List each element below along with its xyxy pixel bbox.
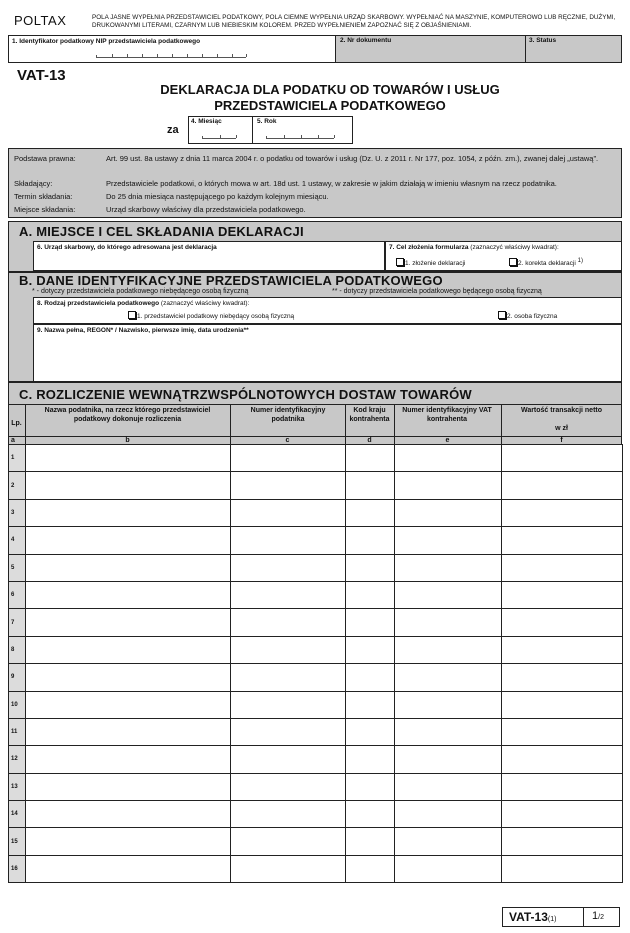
cell-net-value[interactable] xyxy=(502,664,623,691)
col-header-f-unit: w zł xyxy=(555,425,568,432)
representative-type-field xyxy=(33,297,622,324)
row-number: 3 xyxy=(9,499,26,526)
cell-vat-id[interactable] xyxy=(395,773,502,800)
cell-name[interactable] xyxy=(26,664,231,691)
purpose-label xyxy=(389,244,559,252)
cell-vat-id[interactable] xyxy=(395,691,502,718)
representative-type-label-text: 8. Rodzaj przedstawiciela podatkowego xyxy=(37,300,160,307)
month-field[interactable] xyxy=(188,116,253,144)
cell-name[interactable] xyxy=(26,746,231,773)
table-row xyxy=(9,554,623,581)
cell-country-code[interactable] xyxy=(346,636,395,663)
representative-option-1[interactable] xyxy=(128,311,294,320)
cell-taxpayer-id[interactable] xyxy=(231,554,346,581)
footer-divider xyxy=(583,907,584,927)
deadline-text: Do 25 dnia miesiąca następującego po każdym kolejnym miesiącu. xyxy=(106,192,329,201)
cell-vat-id[interactable] xyxy=(395,855,502,882)
table-row xyxy=(9,609,623,636)
cell-net-value[interactable] xyxy=(502,609,623,636)
cell-vat-id[interactable] xyxy=(395,499,502,526)
cell-taxpayer-id[interactable] xyxy=(231,499,346,526)
full-name-label: 9. Nazwa pełna, REGON* / Nazwisko, pierwsze imię, data urodzenia** xyxy=(37,327,249,334)
full-name-field[interactable] xyxy=(33,324,622,382)
year-label: 5. Rok xyxy=(257,118,277,125)
section-a-title: A. MIEJSCE I CEL SKŁADANIA DEKLARACJI xyxy=(19,224,304,239)
cell-country-code[interactable] xyxy=(346,499,395,526)
cell-net-value[interactable] xyxy=(502,718,623,745)
cell-taxpayer-id[interactable] xyxy=(231,445,346,472)
col-header-b: Nazwa podatnika, na rzecz którego przedstawiciel podatkowy dokonuje rozliczenia xyxy=(44,407,211,423)
cell-name[interactable] xyxy=(26,445,231,472)
cell-taxpayer-id[interactable] xyxy=(231,855,346,882)
footer-page-total: /2 xyxy=(598,914,604,921)
cell-name[interactable] xyxy=(26,636,231,663)
table-row xyxy=(9,527,623,554)
col-letter-b: b xyxy=(125,437,130,444)
representative-option-1-checkbox[interactable] xyxy=(128,311,136,319)
cell-vat-id[interactable] xyxy=(395,554,502,581)
cell-vat-id[interactable] xyxy=(395,636,502,663)
representative-option-1-label: 1. przedstawiciel podatkowy niebędący osobą fizyczną xyxy=(137,313,295,320)
table-row xyxy=(9,773,623,800)
form-code: VAT-13 xyxy=(17,67,66,84)
table-row xyxy=(9,664,623,691)
nip-field[interactable] xyxy=(8,35,336,63)
representative-type-hint: (zaznaczyć właściwy kwadrat): xyxy=(160,300,250,307)
section-b-note-2: ** - dotyczy przedstawiciela podatkowego będącego osobą fizyczną xyxy=(332,288,542,295)
representative-type-label xyxy=(37,300,249,308)
period-za: za xyxy=(167,124,179,136)
month-label: 4. Miesiąc xyxy=(191,118,222,125)
row-number: 6 xyxy=(9,581,26,608)
cell-taxpayer-id[interactable] xyxy=(231,718,346,745)
row-number: 16 xyxy=(9,855,26,882)
row-number: 7 xyxy=(9,609,26,636)
cell-name[interactable] xyxy=(26,527,231,554)
title-line-1: DEKLARACJA DLA PODATKU OD TOWARÓW I USŁUG xyxy=(160,82,500,97)
table-row xyxy=(9,691,623,718)
cell-taxpayer-id[interactable] xyxy=(231,746,346,773)
cell-net-value[interactable] xyxy=(502,855,623,882)
year-field[interactable] xyxy=(254,116,353,144)
cell-name[interactable] xyxy=(26,554,231,581)
row-number: 10 xyxy=(9,691,26,718)
row-number: 4 xyxy=(9,527,26,554)
tax-office-field[interactable] xyxy=(33,241,385,271)
table-row xyxy=(9,581,623,608)
filer-text: Przedstawiciele podatkowi, o których mowa w art. 18d ust. 1 ustawy, w zakresie w jakim działają w imieniu własnym na rzecz podatnika. xyxy=(106,179,557,188)
cell-net-value[interactable] xyxy=(502,445,623,472)
cell-vat-id[interactable] xyxy=(395,445,502,472)
legal-basis-text: Art. 99 ust. 8a ustawy z dnia 11 marca 2004 r. o podatku od towarów i usług (Dz. U. z 2011 r. Nr 177, poz. 1054, z późn. zm.), zwanej dalej „ustawą”. xyxy=(106,154,599,163)
row-number: 5 xyxy=(9,554,26,581)
cell-net-value[interactable] xyxy=(502,554,623,581)
cell-country-code[interactable] xyxy=(346,664,395,691)
footer-version: (1) xyxy=(547,916,557,923)
brand-logo: POLTAX xyxy=(14,13,67,28)
table-row xyxy=(9,855,623,882)
cell-net-value[interactable] xyxy=(502,828,623,855)
section-b-title: B. DANE IDENTYFIKACYJNE PRZEDSTAWICIELA PODATKOWEGO xyxy=(19,273,443,288)
cell-taxpayer-id[interactable] xyxy=(231,636,346,663)
cell-taxpayer-id[interactable] xyxy=(231,472,346,499)
row-number: 15 xyxy=(9,828,26,855)
col-letter-a: a xyxy=(11,437,15,444)
cell-taxpayer-id[interactable] xyxy=(231,527,346,554)
status-divider xyxy=(525,35,526,63)
cell-taxpayer-id[interactable] xyxy=(231,801,346,828)
cell-country-code[interactable] xyxy=(346,445,395,472)
cell-country-code[interactable] xyxy=(346,609,395,636)
purpose-option-1[interactable] xyxy=(396,258,465,267)
cell-net-value[interactable] xyxy=(502,746,623,773)
purpose-option-2-footnote: 1) xyxy=(577,258,583,264)
row-number: 12 xyxy=(9,746,26,773)
section-c-title: C. ROZLICZENIE WEWNĄTRZWSPÓLNOTOWYCH DOSTAW TOWARÓW xyxy=(19,387,472,402)
legal-basis-label: Podstawa prawna: xyxy=(14,154,76,163)
cell-vat-id[interactable] xyxy=(395,664,502,691)
deadline-label: Termin składania: xyxy=(14,192,73,201)
cell-vat-id[interactable] xyxy=(395,718,502,745)
cell-net-value[interactable] xyxy=(502,581,623,608)
representative-option-2[interactable] xyxy=(498,311,557,320)
cell-vat-id[interactable] xyxy=(395,801,502,828)
cell-taxpayer-id[interactable] xyxy=(231,664,346,691)
row-number: 2 xyxy=(9,472,26,499)
table-row xyxy=(9,445,623,472)
cell-taxpayer-id[interactable] xyxy=(231,609,346,636)
cell-taxpayer-id[interactable] xyxy=(231,773,346,800)
table-row xyxy=(9,746,623,773)
document-number-label: 2. Nr dokumentu xyxy=(340,37,392,44)
footer-code: VAT-13 xyxy=(509,910,548,924)
footer-page-number: 1 xyxy=(592,910,599,922)
cell-name[interactable] xyxy=(26,855,231,882)
table-row xyxy=(9,472,623,499)
cell-country-code[interactable] xyxy=(346,801,395,828)
purpose-field xyxy=(385,241,622,271)
place-label: Miejsce składania: xyxy=(14,205,76,214)
cell-vat-id[interactable] xyxy=(395,746,502,773)
row-number: 9 xyxy=(9,664,26,691)
cell-name[interactable] xyxy=(26,499,231,526)
cell-name[interactable] xyxy=(26,581,231,608)
cell-net-value[interactable] xyxy=(502,527,623,554)
purpose-option-2[interactable] xyxy=(509,258,583,267)
row-number: 13 xyxy=(9,773,26,800)
cell-country-code[interactable] xyxy=(346,527,395,554)
cell-country-code[interactable] xyxy=(346,718,395,745)
cell-country-code[interactable] xyxy=(346,581,395,608)
cell-country-code[interactable] xyxy=(346,855,395,882)
cell-net-value[interactable] xyxy=(502,691,623,718)
nip-field-label: 1. Identyfikator podatkowy NIP przedstawiciela podatkowego xyxy=(12,38,201,45)
transactions-table xyxy=(8,444,623,883)
cell-country-code[interactable] xyxy=(346,691,395,718)
table-row xyxy=(9,828,623,855)
row-number: 8 xyxy=(9,636,26,663)
cell-name[interactable] xyxy=(26,801,231,828)
cell-name[interactable] xyxy=(26,472,231,499)
footer-form-code xyxy=(509,910,556,924)
row-number: 1 xyxy=(9,445,26,472)
cell-net-value[interactable] xyxy=(502,773,623,800)
cell-name[interactable] xyxy=(26,828,231,855)
col-header-e: Numer identyfikacyjny VAT kontrahenta xyxy=(402,407,492,423)
cell-taxpayer-id[interactable] xyxy=(231,691,346,718)
table-row xyxy=(9,499,623,526)
col-letter-e: e xyxy=(445,437,450,444)
purpose-label-text: 7. Cel złożenia formularza xyxy=(389,244,469,251)
col-letter-d: d xyxy=(367,437,372,444)
cell-country-code[interactable] xyxy=(346,773,395,800)
purpose-hint: (zaznaczyć właściwy kwadrat): xyxy=(470,244,559,251)
purpose-option-2-checkbox[interactable] xyxy=(509,258,517,266)
filling-instructions: POLA JASNE WYPEŁNIA PRZEDSTAWICIEL PODATKOWY, POLA CIEMNE WYPEŁNIA URZĄD SKARBOWY. WYPEŁNIAĆ NA MASZYNIE, KOMPUTEROWO LUB RĘCZNIE, DUŻYMI, DRUKOWANYMI LITERAMI, CZARNYM LUB NIEBIESKIM KOLOREM. PRZED WYPEŁNIENIEM ZAPOZNAĆ SIĘ Z OBJAŚNIENIAMI. xyxy=(92,14,616,29)
cell-country-code[interactable] xyxy=(346,554,395,581)
footer-page xyxy=(592,910,604,922)
section-b-note-1: * - dotyczy przedstawiciela podatkowego niebędącego osobą fizyczną xyxy=(32,288,249,295)
cell-country-code[interactable] xyxy=(346,472,395,499)
status-label: 3. Status xyxy=(529,37,557,44)
col-header-lp: Lp. xyxy=(11,420,22,427)
cell-vat-id[interactable] xyxy=(395,828,502,855)
purpose-option-1-checkbox[interactable] xyxy=(396,258,404,266)
col-header-c: Numer identyfikacyjny podatnika xyxy=(250,407,326,423)
representative-option-2-label: 2. osoba fizyczna xyxy=(507,313,558,320)
col-header-d: Kod kraju kontrahenta xyxy=(349,407,390,423)
cell-country-code[interactable] xyxy=(346,828,395,855)
cell-vat-id[interactable] xyxy=(395,581,502,608)
cell-taxpayer-id[interactable] xyxy=(231,828,346,855)
cell-name[interactable] xyxy=(26,691,231,718)
cell-country-code[interactable] xyxy=(346,746,395,773)
cell-taxpayer-id[interactable] xyxy=(231,581,346,608)
cell-net-value[interactable] xyxy=(502,499,623,526)
title-line-2: PRZEDSTAWICIELA PODATKOWEGO xyxy=(214,98,446,113)
row-number: 11 xyxy=(9,718,26,745)
filer-label: Składający: xyxy=(14,179,53,188)
purpose-option-2-label: 2. korekta deklaracji xyxy=(518,260,576,268)
table-row xyxy=(9,636,623,663)
col-header-f: Wartość transakcji netto xyxy=(520,407,603,414)
cell-name[interactable] xyxy=(26,718,231,745)
cell-name[interactable] xyxy=(26,773,231,800)
representative-option-2-checkbox[interactable] xyxy=(498,311,506,319)
month-ticks xyxy=(202,136,236,139)
cell-net-value[interactable] xyxy=(502,801,623,828)
col-letter-f: f xyxy=(560,437,563,444)
nip-ticks xyxy=(96,55,246,58)
year-ticks xyxy=(266,136,334,139)
cell-vat-id[interactable] xyxy=(395,472,502,499)
place-text: Urząd skarbowy właściwy dla przedstawiciela podatkowego. xyxy=(106,205,306,214)
table-row xyxy=(9,801,623,828)
col-letter-c: c xyxy=(285,437,290,444)
purpose-option-1-label: 1. złożenie deklaracji xyxy=(405,260,466,267)
cell-name[interactable] xyxy=(26,609,231,636)
cell-vat-id[interactable] xyxy=(395,609,502,636)
row-number: 14 xyxy=(9,801,26,828)
tax-office-label: 6. Urząd skarbowy, do którego adresowana jest deklaracja xyxy=(37,244,217,251)
cell-vat-id[interactable] xyxy=(395,527,502,554)
cell-net-value[interactable] xyxy=(502,472,623,499)
cell-net-value[interactable] xyxy=(502,636,623,663)
table-row xyxy=(9,718,623,745)
